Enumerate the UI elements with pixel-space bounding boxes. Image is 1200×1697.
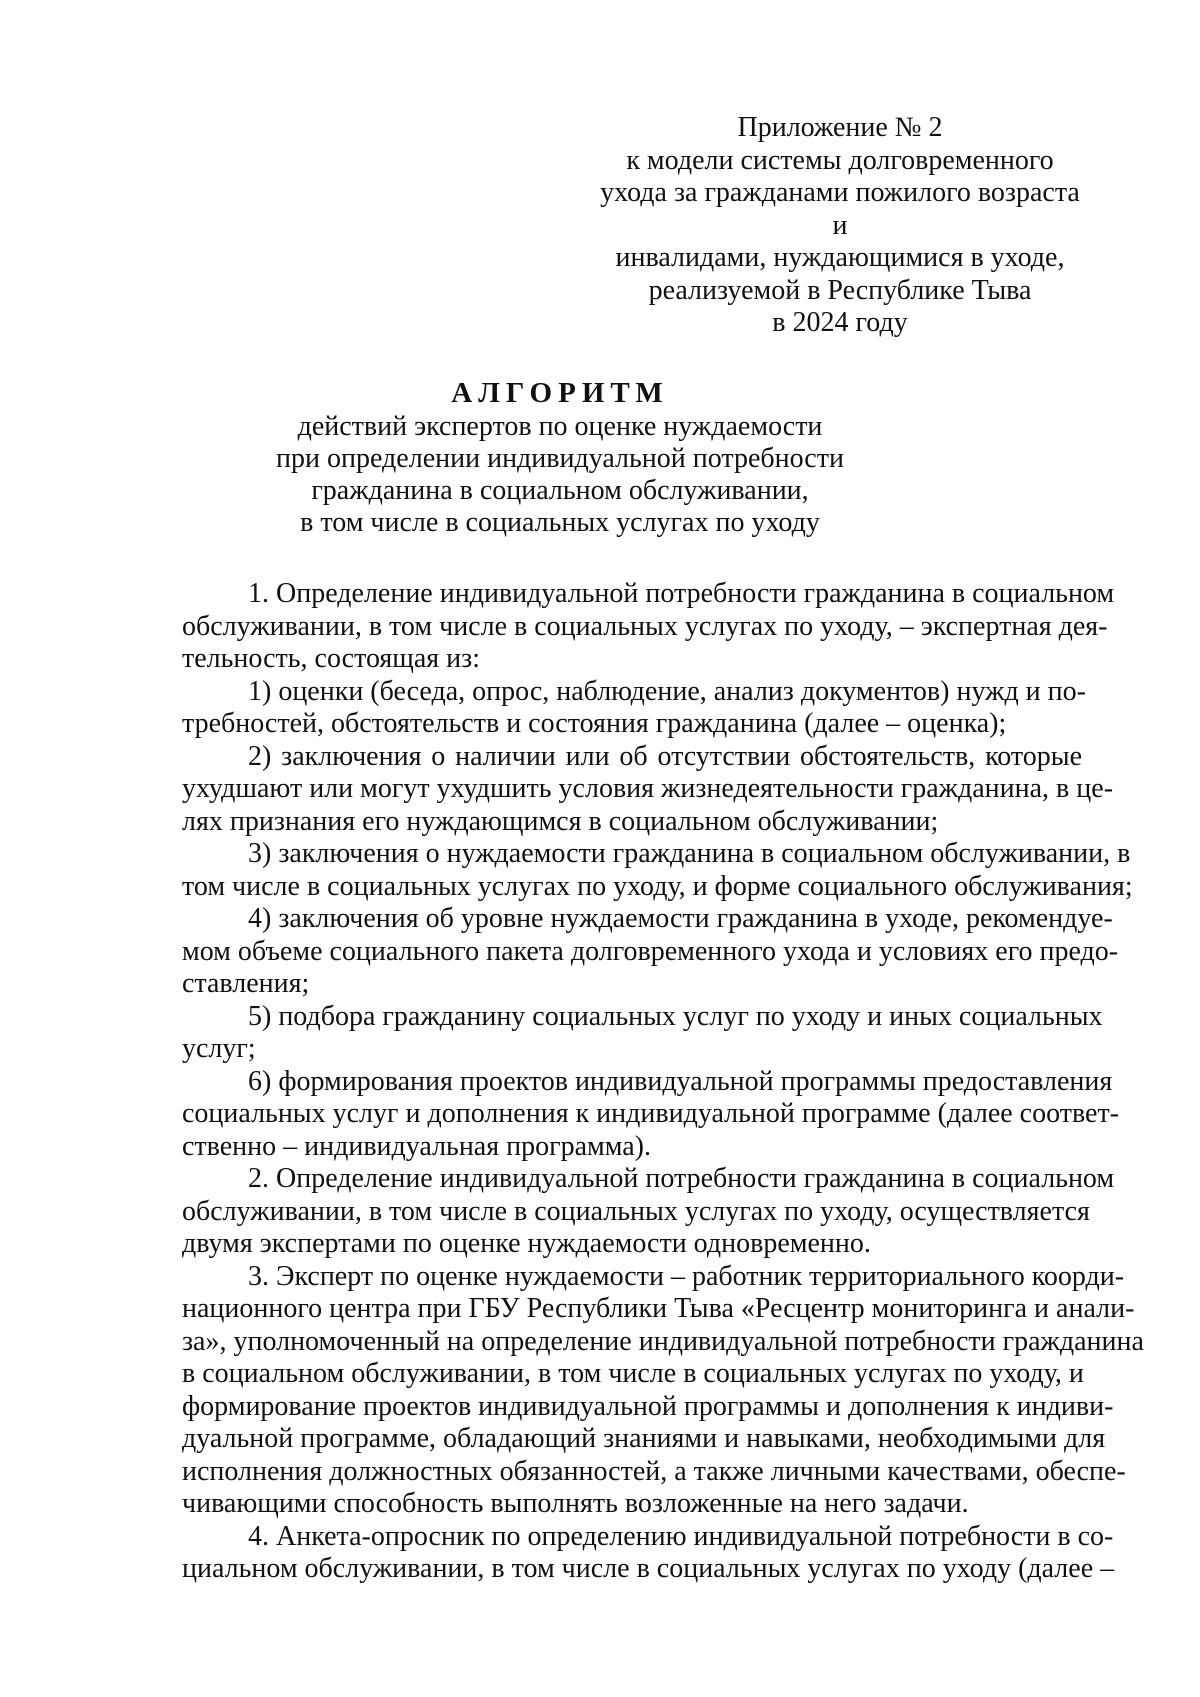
- paragraph: [182, 838, 1133, 903]
- paragraph: [182, 1000, 1103, 1066]
- paragraph-line: 5) подбора гражданину социальных услуг по уходу и иных социальных: [248, 1000, 1103, 1032]
- appendix-header: [600, 112, 1080, 340]
- appendix-line: Приложение № 2: [737, 112, 943, 143]
- paragraph-line: 3. Эксперт по оценке нуждаемости – работник территориального коорди-: [248, 1260, 1125, 1292]
- paragraph-line: формирование проектов индивидуальной программы и дополнения к индиви-: [182, 1390, 1114, 1422]
- paragraph-line: в социальном обслуживании, в том числе в социальных услугах по уходу, и: [182, 1358, 1084, 1389]
- paragraph-line: двумя экспертами по оценке нуждаемости одновременно.: [182, 1228, 871, 1259]
- paragraph-line: ставления;: [182, 968, 310, 999]
- subtitle-line: действий экспертов по оценке нуждаемости: [297, 411, 823, 442]
- paragraph-line: 4. Анкета-опросник по определению индивидуальной потребности в со-: [248, 1520, 1114, 1552]
- paragraph-line: 4) заключения об уровне нуждаемости гражданина в уходе, рекомендуе-: [248, 903, 1113, 934]
- paragraph-line: исполнения должностных обязанностей, а также личными качествами, обеспе-: [182, 1455, 1126, 1487]
- subtitle-line: в том числе в социальных услугах по уходу: [300, 507, 820, 538]
- heading-block: [180, 377, 940, 539]
- paragraph-line: социальных услуг и дополнения к индивидуальной программе (далее соответ-: [182, 1098, 1120, 1129]
- paragraph-line: чивающими способность выполнять возложенные на него задачи.: [182, 1488, 969, 1519]
- paragraph-line: требностей, обстоятельств и состояния гражданина (далее – оценка);: [182, 708, 1007, 739]
- appendix-line: реализуемой в Республике Тыва: [648, 274, 1032, 306]
- paragraph-line: 2) заключения о наличии или об отсутствии обстоятельств, которые: [248, 740, 1082, 772]
- paragraph: [182, 903, 1119, 1001]
- paragraph-line: за», уполномоченный на определение индивидуальной потребности гражданина: [182, 1325, 1144, 1357]
- paragraph-line: ухудшают или могут ухудшить условия жизнедеятельности гражданина, в це-: [182, 773, 1114, 804]
- paragraph-line: 3) заключения о нуждаемости гражданина в социальном обслуживании, в: [248, 838, 1131, 869]
- appendix-line: ухода за гражданами пожилого возраста и: [600, 177, 1080, 241]
- paragraph: [182, 1520, 1115, 1586]
- paragraph-line: ственно – индивидуальная программа).: [182, 1130, 651, 1162]
- paragraph-line: том числе в социальных услугах по уходу, и форме социального обслуживания;: [182, 870, 1133, 902]
- paragraph: [182, 1260, 1144, 1521]
- paragraph-line: циальном обслуживании, в том числе в социальных услугах по уходу (далее –: [182, 1553, 1115, 1584]
- appendix-line: в 2024 году: [772, 307, 908, 338]
- paragraph-line: обслуживании, в том числе в социальных услугах по уходу, осуществляется: [182, 1195, 1090, 1227]
- paragraph-line: мом объеме социального пакета долговременного ухода и условиях его предо-: [182, 935, 1119, 967]
- paragraph-line: услуг;: [182, 1033, 256, 1064]
- paragraph-line: лях признания его нуждающимся в социальном обслуживании;: [182, 805, 939, 837]
- paragraph-line: дуальной программе, обладающий знаниями и навыками, необходимыми для: [182, 1423, 1106, 1454]
- paragraph-line: обслуживании, в том числе в социальных услугах по уходу, – экспертная дея-: [182, 610, 1108, 642]
- paragraph-line: 2. Определение индивидуальной потребности гражданина в социальном: [248, 1163, 1115, 1194]
- paragraph: [182, 740, 1114, 839]
- appendix-line: инвалидами, нуждающимися в уходе,: [615, 242, 1065, 273]
- appendix-line: к модели системы долговременного: [626, 144, 1054, 176]
- subtitle-line: гражданина в социальном обслуживании,: [311, 475, 809, 506]
- paragraph: [182, 578, 1115, 676]
- paragraph-line: тельность, состоящая из:: [182, 643, 480, 674]
- paragraph-line: 6) формирования проектов индивидуальной программы предоставления: [248, 1065, 1113, 1097]
- paragraph-line: 1) оценки (беседа, опрос, наблюдение, анализ документов) нужд и по-: [248, 675, 1086, 707]
- paragraph-line: национного центра при ГБУ Республики Тыва «Ресцентр мониторинга и анали-: [182, 1293, 1135, 1324]
- paragraph: [182, 675, 1086, 741]
- paragraph: [182, 1065, 1120, 1164]
- paragraph: [182, 1163, 1115, 1261]
- subtitle-line: при определении индивидуальной потребности: [276, 443, 844, 474]
- body-text: [182, 578, 1144, 1586]
- document-title: АЛГОРИТМ: [451, 377, 669, 409]
- paragraph-line: 1. Определение индивидуальной потребности гражданина в социальном: [248, 578, 1115, 609]
